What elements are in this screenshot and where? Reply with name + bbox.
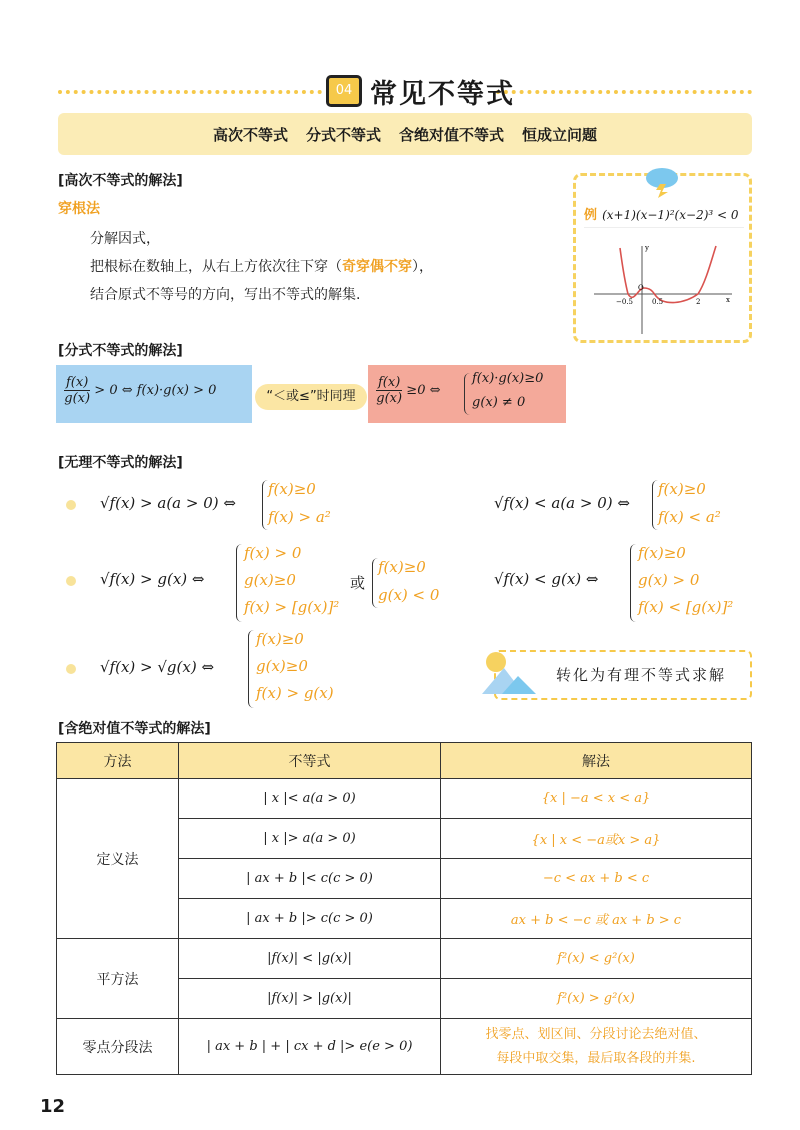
inequality-cell: | x |< a(a > 0)	[179, 779, 441, 819]
header-dots-left	[58, 90, 322, 94]
condition: g(x) < 0	[378, 586, 440, 604]
section-heading-high: [高次不等式的解法]	[58, 173, 183, 189]
fraction-rule-box	[368, 365, 566, 423]
solution-cell: ax + b < −c 或 ax + b > c	[441, 899, 752, 939]
method-cell: 定义法	[57, 779, 179, 939]
section-heading-abs: [含绝对值不等式的解法]	[58, 721, 211, 737]
section-badge: 04	[326, 75, 362, 107]
bullet	[66, 664, 76, 674]
condition: f(x)≥0	[256, 630, 304, 648]
tip-text: 转化为有理不等式求解	[556, 666, 727, 684]
axis-label: y	[645, 244, 649, 252]
page-title: 常见不等式	[370, 79, 515, 110]
fraction-rule-box	[56, 365, 252, 423]
inequality-cell: | ax + b |> c(c > 0)	[179, 899, 441, 939]
axis-label: x	[726, 296, 730, 304]
tick-label: 0.5	[652, 298, 664, 306]
root-curve-graph	[594, 238, 736, 338]
bullet	[66, 500, 76, 510]
section-heading-fraction: [分式不等式的解法]	[58, 343, 183, 359]
condition: f(x)≥0	[638, 544, 686, 562]
fraction-relation: ≥0 ⇔	[406, 383, 441, 398]
system-line: f(x)·g(x)≥0	[472, 371, 544, 386]
topic-item: 高次不等式	[212, 125, 288, 144]
tick-label: 2	[696, 298, 701, 306]
condition: g(x)≥0	[244, 571, 296, 589]
method-label: 穿根法	[58, 201, 100, 217]
example-expression: (x+1)(x−1)²(x−2)³ < 0	[602, 208, 739, 222]
solution-cell: {x | −a < x < a}	[441, 779, 752, 819]
condition: g(x)≥0	[256, 657, 308, 675]
condition: f(x)≥0	[378, 558, 426, 576]
condition: g(x) > 0	[638, 571, 700, 589]
topic-item: 含绝对值不等式	[399, 125, 505, 144]
inequality-cell: |f(x)| > |g(x)|	[179, 979, 441, 1019]
step-line: 分解因式，	[90, 231, 160, 247]
step-text: ），	[412, 259, 433, 275]
solution-line: 每段中取交集，最后取各段的并集.	[496, 1050, 696, 1066]
step-line: 结合原式不等号的方向，写出不等式的解集.	[90, 287, 361, 303]
example-strip	[584, 204, 744, 228]
step-text: 把根标在数轴上，从右上方依次往下穿（	[90, 259, 342, 275]
method-cell: 零点分段法	[57, 1019, 179, 1075]
bullet	[66, 576, 76, 586]
table-header-row	[57, 743, 752, 779]
table-row	[57, 779, 752, 819]
condition: f(x) > 0	[244, 544, 302, 562]
tick-label: O	[638, 284, 644, 292]
solution-line: 找零点、划区间、分段讨论去绝对值、	[485, 1026, 707, 1042]
condition: f(x) > [g(x)]²	[244, 598, 340, 616]
rule-lhs: √f(x) > a(a > 0) ⇔	[100, 494, 236, 512]
fraction-relation: > 0 ⇔ f(x)·g(x) > 0	[94, 383, 217, 398]
storm-cloud-icon	[642, 164, 682, 198]
solution-cell: f²(x) > g²(x)	[441, 979, 752, 1019]
inequality-cell: | x |> a(a > 0)	[179, 819, 441, 859]
solution-cell	[441, 1019, 752, 1075]
rule-lhs: √f(x) < a(a > 0) ⇔	[494, 494, 630, 512]
step-line	[90, 256, 433, 276]
rule-lhs: √f(x) > √g(x) ⇔	[100, 658, 215, 676]
condition: f(x)≥0	[658, 480, 706, 498]
page-number: 12	[40, 1096, 66, 1117]
same-rule-pill: “＜或≤”时同理	[255, 384, 367, 410]
column-header: 不等式	[179, 743, 441, 779]
rule-lhs: √f(x) > g(x) ⇔	[100, 570, 205, 588]
tick-label: −0.5	[616, 298, 633, 306]
topics-banner	[58, 113, 752, 155]
brace	[464, 373, 470, 415]
example-box	[573, 173, 752, 343]
abs-method-table	[56, 742, 752, 1075]
solution-cell: {x | x < −a或x > a}	[441, 819, 752, 859]
condition: f(x) < [g(x)]²	[638, 598, 734, 616]
table-row	[57, 1019, 752, 1075]
brace	[248, 630, 254, 708]
fraction: $\frac{f(x)}{g(x)}$	[64, 375, 91, 406]
highlight-text: 奇穿偶不穿	[342, 259, 412, 275]
method-cell: 平方法	[57, 939, 179, 1019]
condition: f(x) > a²	[268, 508, 331, 526]
inequality-cell: | ax + b |< c(c > 0)	[179, 859, 441, 899]
section-heading-irrational: [无理不等式的解法]	[58, 455, 183, 471]
example-label: 例	[584, 208, 598, 223]
table-row	[57, 939, 752, 979]
column-header: 方法	[57, 743, 179, 779]
or-text: 或	[350, 574, 366, 592]
system-line: g(x) ≠ 0	[472, 395, 526, 410]
condition: f(x) < a²	[658, 508, 721, 526]
brace	[630, 544, 636, 622]
rule-lhs: √f(x) < g(x) ⇔	[494, 570, 599, 588]
fraction: $\frac{f(x)}{g(x)}$	[376, 375, 403, 406]
tip-box	[494, 650, 752, 700]
sun-mountain-icon	[474, 646, 544, 698]
topic-item: 分式不等式	[305, 125, 381, 144]
inequality-cell: | ax + b | + | cx + d |> e(e > 0)	[179, 1019, 441, 1075]
solution-cell: f²(x) < g²(x)	[441, 939, 752, 979]
topic-item: 恒成立问题	[522, 125, 598, 144]
condition: f(x)≥0	[268, 480, 316, 498]
header-dots-right	[496, 90, 752, 94]
condition: f(x) > g(x)	[256, 684, 334, 702]
solution-cell: −c < ax + b < c	[441, 859, 752, 899]
brace	[236, 544, 242, 622]
column-header: 解法	[441, 743, 752, 779]
inequality-cell: |f(x)| < |g(x)|	[179, 939, 441, 979]
